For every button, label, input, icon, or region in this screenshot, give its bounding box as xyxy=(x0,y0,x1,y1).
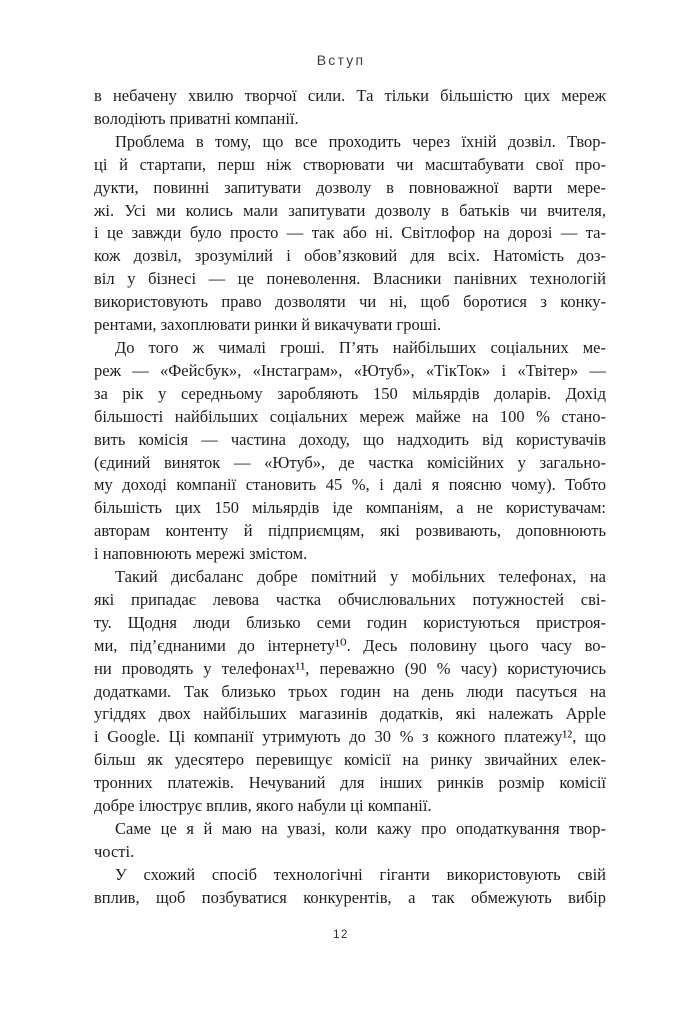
text-line: жі. Усі ми колись мали запитувати дозволу в батьків чи вчителя, xyxy=(94,200,606,220)
text-line: дукти, повинні запитувати дозволу в повноважної варти мере- xyxy=(94,177,606,197)
paragraph xyxy=(94,131,606,337)
paragraph xyxy=(94,818,606,864)
text-line: (єдиний виняток — «Ютуб», де частка комісійних у загально- xyxy=(94,452,606,472)
text-block xyxy=(94,85,606,910)
text-line: володіють приватні компанії. xyxy=(94,108,299,128)
text-line: угіддях двох найбільших магазинів додатків, які належать Apple xyxy=(94,704,606,724)
text-line: більшості найбільших соціальних мереж майже на 100 % стано- xyxy=(94,406,606,426)
text-line: ці й стартапи, перш ніж створювати чи масштабувати свої про- xyxy=(94,154,606,174)
text-line: вплив, щоб позбуватися конкурентів, а так обмежують вибір xyxy=(94,887,606,907)
text-line: рентами, захоплювати ринки й викачувати гроші. xyxy=(94,315,442,335)
paragraph xyxy=(94,566,606,818)
text-line: реж — «Фейсбук», «Інстаграм», «Ютуб», «ТікТок» і «Твітер» — xyxy=(94,360,606,380)
text-line: Такий дисбаланс добре помітний у мобільних телефонах, на xyxy=(115,567,606,587)
text-line: вить комісія — частина доходу, що надходить від користувачів xyxy=(94,429,606,449)
text-line: і Google. Ці компанії утримують до 30 % з кожного платежу¹², що xyxy=(94,727,606,747)
text-line: авторам контенту й підприємцям, які розвивають, доповнюють xyxy=(94,521,606,541)
text-line: Саме це я й маю на увазі, коли кажу про оподаткування твор- xyxy=(115,819,606,838)
text-line: за рік у середньому заробляють 150 мільярдів доларів. Дохід xyxy=(94,383,606,403)
paragraph xyxy=(94,85,606,131)
text-line: ми, під’єднаними до інтернету¹⁰. Десь половину цього часу во- xyxy=(94,635,606,655)
text-line: тронних платежів. Нечуваний для інших ринків розмір комісії xyxy=(94,773,606,793)
text-line: в небачену хвилю творчої сили. Та тільки більшістю цих мереж xyxy=(94,86,606,105)
text-line: ни проводять у телефонах¹¹, переважно (90 % часу) користуючись xyxy=(94,658,606,678)
text-line: додатками. Так близько трьох годин на день люди пасуться на xyxy=(94,681,606,701)
text-line: віл у бізнесі — це поневолення. Власники панівних технологій xyxy=(94,269,606,289)
paragraph xyxy=(94,864,606,910)
running-header: Вступ xyxy=(316,52,366,68)
text-line: більшість цих 150 мільярдів іде компаніям, а не користувачам: xyxy=(94,498,606,518)
text-line: му доході компанії становить 45 %, і далі я поясню чому). Тобто xyxy=(94,475,606,495)
text-line: чості. xyxy=(94,841,135,861)
text-line: Проблема в тому, що все проходить через їхній дозвіл. Твор- xyxy=(115,131,606,151)
text-line: У схожий спосіб технологічні гіганти використовують свій xyxy=(115,864,606,884)
text-line: добре ілюструє вплив, якого набули ці компанії. xyxy=(94,796,432,816)
text-line: використовують право дозволяти чи ні, щоб боротися з конку- xyxy=(94,292,606,312)
text-line: більш як удесятеро перевищує комісії на ринку звичайних елек- xyxy=(94,750,606,770)
paragraph xyxy=(94,337,606,566)
text-line: кож дозвіл, зрозумілий і обов’язковий для всіх. Натомість доз- xyxy=(94,246,606,266)
page-number: 12 xyxy=(333,929,349,941)
text-line: і це завжди було просто — так або ні. Світлофор на дорозі — та- xyxy=(94,223,606,243)
text-line: ту. Щодня люди близько семи годин користуються пристроя- xyxy=(94,612,606,632)
text-line: і наповнюють мережі змістом. xyxy=(94,544,308,564)
text-line: які припадає левова частка обчислювальних потужностей сві- xyxy=(94,589,606,609)
text-line: До того ж чималі гроші. П’ять найбільших соціальних ме- xyxy=(115,337,606,357)
